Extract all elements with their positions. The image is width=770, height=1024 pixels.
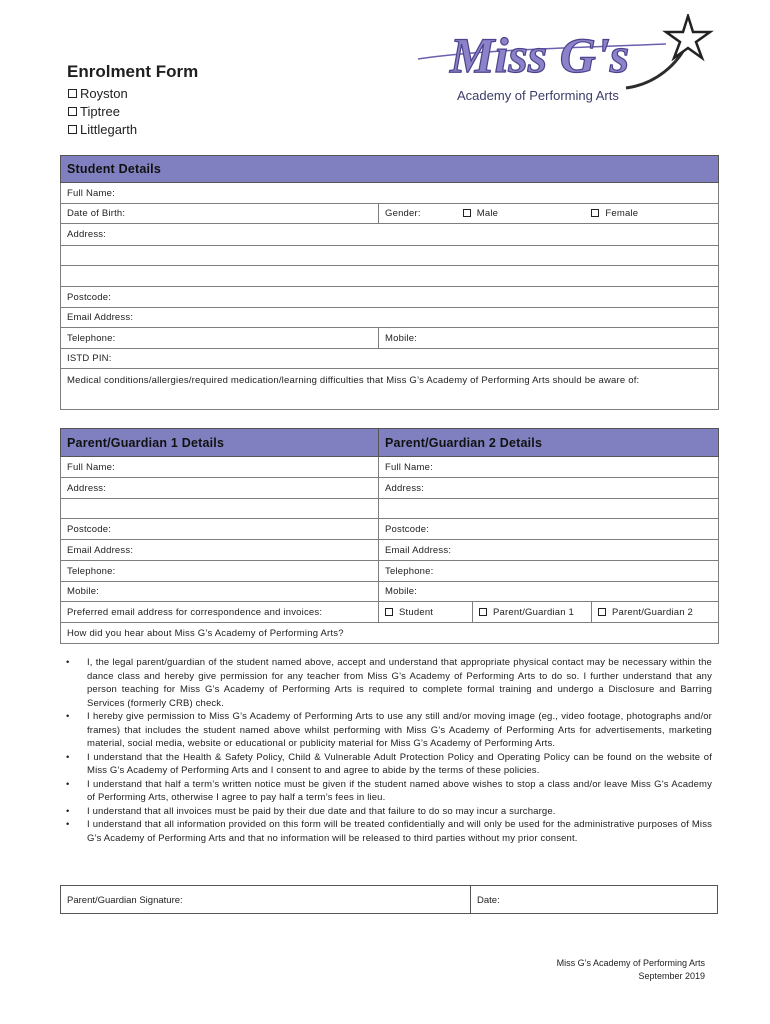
parent1-header: Parent/Guardian 1 Details bbox=[61, 429, 379, 457]
footer-organisation: Miss G’s Academy of Performing Arts bbox=[556, 958, 705, 968]
checkbox-littlegarth[interactable] bbox=[68, 125, 77, 134]
field-label: Address: bbox=[67, 482, 107, 494]
field-label: Mobile: bbox=[67, 586, 100, 597]
footer bbox=[500, 957, 705, 983]
checkbox-male[interactable] bbox=[463, 209, 471, 217]
student-istd-pin-field[interactable] bbox=[61, 349, 719, 369]
field-label: Date: bbox=[477, 895, 500, 906]
field-label: Address: bbox=[67, 229, 107, 240]
consent-item: • I understand that all invoices must be paid by their due date and that failure to do so may incur a surcharge. bbox=[66, 805, 556, 817]
parent2-mobile-field[interactable] bbox=[379, 582, 719, 602]
signature-field[interactable] bbox=[61, 886, 471, 913]
option-label: Female bbox=[605, 208, 639, 219]
field-label: How did you hear about Miss G’s Academy of Performing Arts? bbox=[67, 627, 344, 639]
parent1-telephone-field[interactable] bbox=[61, 561, 379, 582]
parent-guardian-table bbox=[60, 428, 719, 644]
student-full-name-field[interactable] bbox=[61, 183, 719, 204]
gender-label: Gender: bbox=[385, 208, 421, 219]
location-royston[interactable] bbox=[68, 86, 128, 101]
heard-about-field[interactable] bbox=[61, 623, 719, 644]
checkbox-parent2[interactable] bbox=[598, 608, 606, 616]
consent-item: • I hereby give permission to Miss G’s Academy of Performing Arts to use any still and/or moving image (eg., video footage, photographs and/or frames) that includes the student named above whilst performing with Miss G’s Academy of Performing Arts for advertisements, marketing material, social media, website or educational or publicity material for Miss G’s Academy of Performing Arts. bbox=[66, 711, 712, 749]
field-label: Postcode: bbox=[67, 523, 112, 535]
student-mobile-field[interactable] bbox=[379, 328, 719, 349]
gender-female-option[interactable] bbox=[591, 208, 718, 219]
consent-text: I understand that all invoices must be paid by their due date and that failure to do so may incur a surcharge. bbox=[87, 805, 556, 817]
field-label: Postcode: bbox=[67, 291, 112, 303]
field-label: Email Address: bbox=[67, 312, 134, 323]
option-label: Male bbox=[476, 208, 499, 219]
location-littlegarth[interactable] bbox=[68, 122, 137, 137]
checkbox-parent1[interactable] bbox=[479, 608, 487, 616]
field-label: ISTD PIN: bbox=[67, 353, 112, 364]
location-tiptree[interactable] bbox=[68, 104, 120, 119]
parent2-full-name-field[interactable] bbox=[379, 457, 719, 478]
consent-item: • I understand that the Health & Safety Policy, Child & Vulnerable Adult Protection Policy and Operating Policy can be found on the website of Miss G’s Academy of Performing Arts and I consent to and agree to abide by the terms of these policies. bbox=[66, 751, 712, 776]
field-label: Address: bbox=[385, 482, 425, 494]
consent-item: • I, the legal parent/guardian of the student named above, accept and understand that appropriate physical contact may be necessary within the dance class and hereby give permission for any teacher from Miss G’s Academy of Performing Arts to do so. I further understand that any person teaching for Miss G’s Academy of Performing Arts is required to complete formal training and undergo a Disclosure and Barring Services (formerly CRB) check. bbox=[66, 657, 712, 709]
parent2-telephone-field[interactable] bbox=[379, 561, 719, 582]
parent1-email-field[interactable] bbox=[61, 540, 379, 561]
student-address-line-3[interactable] bbox=[61, 266, 719, 287]
page-title: Enrolment Form bbox=[67, 62, 199, 81]
field-label: Full Name: bbox=[67, 187, 115, 199]
field-label: Mobile: bbox=[385, 586, 418, 597]
field-label: Full Name: bbox=[385, 461, 433, 473]
field-label: Email Address: bbox=[67, 544, 134, 556]
field-label: Telephone: bbox=[385, 565, 434, 577]
consent-text: I, the legal parent/guardian of the student named above, accept and understand that appropriate physical contact may be necessary within the dance class and hereby give permission for any teacher from Miss G’s Academy of Performing Arts to do so. I further understand that any person teaching for Miss G’s Academy of Performing Arts is required to complete formal training and undergo a Disclosure and Barring Services (formerly CRB) check. bbox=[87, 657, 712, 709]
parent2-address-line-2[interactable] bbox=[379, 499, 719, 519]
parent1-address-field[interactable] bbox=[61, 478, 379, 499]
option-label: Parent/Guardian 2 bbox=[612, 606, 694, 618]
field-label: Email Address: bbox=[385, 544, 452, 556]
student-address-line-2[interactable] bbox=[61, 246, 719, 266]
parent2-postcode-field[interactable] bbox=[379, 519, 719, 540]
consent-text: I understand that the Health & Safety Policy, Child & Vulnerable Adult Protection Policy and Operating Policy can be found on the website of Miss G’s Academy of Performing Arts and I consent to and agree to abide by the terms of these policies. bbox=[87, 751, 712, 776]
field-label: Telephone: bbox=[67, 565, 116, 577]
preferred-email-label: Preferred email address for correspondence and invoices: bbox=[61, 602, 379, 623]
student-email-field[interactable] bbox=[61, 308, 719, 328]
parent2-header: Parent/Guardian 2 Details bbox=[379, 429, 719, 457]
consent-text: I hereby give permission to Miss G’s Academy of Performing Arts to use any still and/or moving image (eg., video footage, photographs and/or frames) that includes the student named above whilst performing with Miss G’s Academy of Performing Arts for advertisements, marketing material, social media, website or educational or publicity material for Miss G’s Academy of Performing Arts. bbox=[87, 711, 712, 749]
academy-logo bbox=[416, 14, 720, 106]
field-label: Date of Birth: bbox=[67, 208, 126, 219]
field-label: Mobile: bbox=[385, 332, 418, 344]
parent2-email-field[interactable] bbox=[379, 540, 719, 561]
checkbox-royston[interactable] bbox=[68, 89, 77, 98]
field-label: Postcode: bbox=[385, 523, 430, 535]
checkbox-tiptree[interactable] bbox=[68, 107, 77, 116]
preferred-student-option[interactable] bbox=[379, 602, 473, 623]
preferred-parent1-option[interactable] bbox=[473, 602, 592, 623]
parent2-address-field[interactable] bbox=[379, 478, 719, 499]
field-label: Telephone: bbox=[67, 332, 116, 344]
logo-subtitle: Academy of Performing Arts bbox=[457, 88, 619, 103]
parent1-full-name-field[interactable] bbox=[61, 457, 379, 478]
checkbox-female[interactable] bbox=[591, 209, 599, 217]
student-medical-field[interactable] bbox=[61, 369, 719, 410]
checkbox-student[interactable] bbox=[385, 608, 393, 616]
preferred-parent2-option[interactable] bbox=[592, 602, 719, 623]
student-telephone-field[interactable] bbox=[61, 328, 379, 349]
student-address-field[interactable] bbox=[61, 224, 719, 246]
field-label: Full Name: bbox=[67, 461, 115, 473]
signature-row bbox=[60, 885, 718, 914]
option-label: Student bbox=[399, 606, 434, 618]
student-gender-field bbox=[379, 204, 719, 224]
footer-date: September 2019 bbox=[638, 971, 705, 981]
parent1-address-line-2[interactable] bbox=[61, 499, 379, 519]
consent-text: I understand that half a term’s written notice must be given if the student named above wishes to stop a class and/or leave Miss G’s Academy of Performing Arts, otherwise I agree to pay half a term’s fees in lieu. bbox=[87, 778, 712, 803]
date-field[interactable] bbox=[471, 886, 506, 913]
location-label: Tiptree bbox=[80, 104, 120, 119]
student-details-table bbox=[60, 155, 719, 410]
parent1-postcode-field[interactable] bbox=[61, 519, 379, 540]
gender-male-option[interactable] bbox=[463, 208, 592, 219]
field-label: Parent/Guardian Signature: bbox=[67, 895, 183, 906]
location-label: Royston bbox=[80, 86, 128, 101]
consent-item: • I understand that all information provided on this form will be treated confidentially and will only be used for the administrative purposes of Miss G’s Academy of Performing Arts and that no information will be released to third parties without my prior consent. bbox=[66, 819, 712, 844]
student-dob-field[interactable] bbox=[61, 204, 379, 224]
location-label: Littlegarth bbox=[80, 122, 138, 137]
parent1-mobile-field[interactable] bbox=[61, 582, 379, 602]
option-label: Parent/Guardian 1 bbox=[493, 606, 575, 618]
consent-item: • I understand that half a term’s written notice must be given if the student named above wishes to stop a class and/or leave Miss G’s Academy of Performing Arts, otherwise I agree to pay half a term’s fees in lieu. bbox=[66, 778, 712, 803]
student-details-header: Student Details bbox=[61, 156, 719, 183]
consent-statements bbox=[66, 656, 712, 845]
field-label: Medical conditions/allergies/required medication/learning difficulties that Miss G’s Academy of Performing Arts should be aware of: bbox=[67, 375, 640, 386]
student-postcode-field[interactable] bbox=[61, 287, 719, 308]
consent-text: I understand that all information provided on this form will be treated confidentially and will only be used for the administrative purposes of Miss G’s Academy of Performing Arts and that no information will be released to third parties without my prior consent. bbox=[87, 819, 712, 844]
logo-wordmark: Miss G's bbox=[450, 27, 630, 83]
